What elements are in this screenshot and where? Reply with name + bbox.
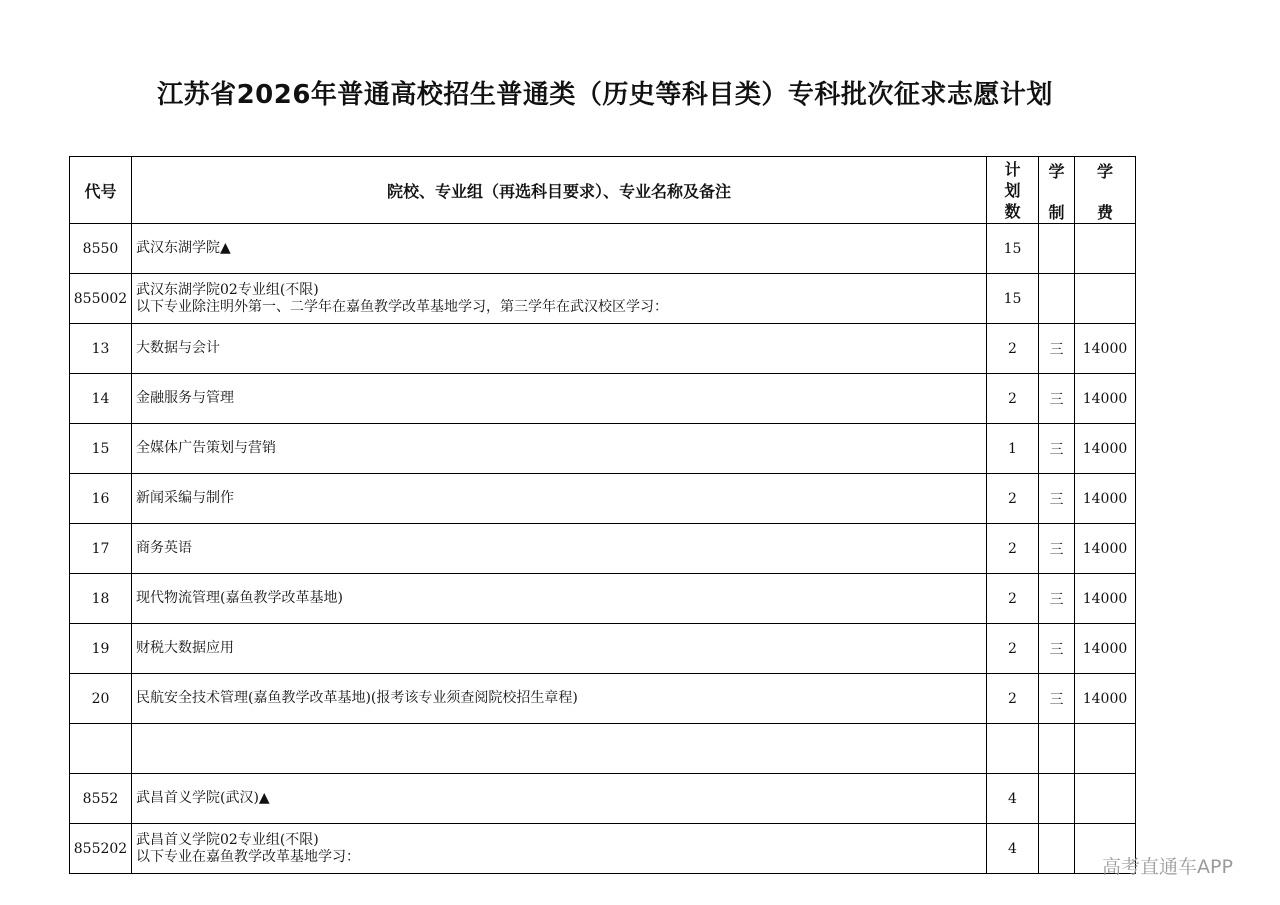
header-plan-char: 数 <box>1004 201 1021 221</box>
header-plan-char: 划 <box>1004 180 1021 200</box>
header-years <box>1039 157 1075 224</box>
row-plan: 2 <box>987 624 1039 674</box>
row-plan: 2 <box>987 324 1039 374</box>
row-note: 以下专业除注明外第一、二学年在嘉鱼教学改革基地学习，第三学年在武汉校区学习： <box>136 298 668 315</box>
row-fee: 14000 <box>1075 374 1136 424</box>
table-row <box>70 324 1136 374</box>
row-name-cell <box>132 474 987 524</box>
row-code: 18 <box>70 574 132 624</box>
row-code: 16 <box>70 474 132 524</box>
row-name-cell <box>132 424 987 474</box>
row-fee <box>1075 224 1136 274</box>
row-name-cell <box>132 774 987 824</box>
enrollment-plan-table <box>69 156 1136 874</box>
row-plan: 15 <box>987 224 1039 274</box>
row-name: 大数据与会计 <box>136 340 220 356</box>
table-row <box>70 474 1136 524</box>
header-plan <box>987 157 1039 224</box>
row-name: 全媒体广告策划与营销 <box>136 440 276 456</box>
row-years: 三 <box>1039 574 1075 624</box>
table-row <box>70 274 1136 324</box>
table-row <box>70 574 1136 624</box>
row-code: 17 <box>70 524 132 574</box>
row-name-cell <box>132 824 987 874</box>
row-name-cell <box>132 674 987 724</box>
row-plan: 2 <box>987 524 1039 574</box>
row-name: 武昌首义学院(武汉)▲ <box>136 790 270 806</box>
row-name: 武汉东湖学院▲ <box>136 240 231 256</box>
row-plan: 2 <box>987 374 1039 424</box>
row-years: 三 <box>1039 324 1075 374</box>
row-name: 新闻采编与制作 <box>136 490 234 506</box>
header-years-char: 学 <box>1048 162 1065 181</box>
table-row <box>70 824 1136 874</box>
row-name-cell <box>132 624 987 674</box>
row-plan: 4 <box>987 774 1039 824</box>
table-row <box>70 374 1136 424</box>
row-name-cell <box>132 724 987 774</box>
row-code: 13 <box>70 324 132 374</box>
header-name: 院校、专业组（再选科目要求）、专业名称及备注 <box>132 157 987 224</box>
row-years <box>1039 724 1075 774</box>
row-years <box>1039 224 1075 274</box>
row-name: 民航安全技术管理(嘉鱼教学改革基地)(报考该专业须查阅院校招生章程) <box>136 690 578 706</box>
row-plan: 2 <box>987 474 1039 524</box>
table-row <box>70 774 1136 824</box>
table-row <box>70 674 1136 724</box>
row-code: 14 <box>70 374 132 424</box>
table-row <box>70 424 1136 474</box>
row-fee <box>1075 274 1136 324</box>
row-years: 三 <box>1039 674 1075 724</box>
row-fee: 14000 <box>1075 624 1136 674</box>
row-years <box>1039 824 1075 874</box>
header-years-char: 制 <box>1048 203 1065 222</box>
row-years: 三 <box>1039 474 1075 524</box>
row-fee <box>1075 724 1136 774</box>
header-fee-char: 费 <box>1096 203 1113 222</box>
row-fee: 14000 <box>1075 324 1136 374</box>
row-years <box>1039 774 1075 824</box>
header-fee <box>1075 157 1136 224</box>
row-plan: 2 <box>987 674 1039 724</box>
row-years: 三 <box>1039 524 1075 574</box>
table-row <box>70 524 1136 574</box>
row-fee: 14000 <box>1075 674 1136 724</box>
header-plan-char: 计 <box>1004 159 1021 179</box>
table-row <box>70 724 1136 774</box>
row-fee: 14000 <box>1075 474 1136 524</box>
row-fee: 14000 <box>1075 524 1136 574</box>
row-plan: 4 <box>987 824 1039 874</box>
row-code: 20 <box>70 674 132 724</box>
row-name: 金融服务与管理 <box>136 390 234 406</box>
row-name-cell <box>132 524 987 574</box>
row-fee: 14000 <box>1075 424 1136 474</box>
row-code: 855202 <box>70 824 132 874</box>
row-name-cell <box>132 224 987 274</box>
watermark: 高考直通车APP <box>1102 856 1233 878</box>
table-header-row <box>70 157 1136 224</box>
row-code: 8552 <box>70 774 132 824</box>
row-code <box>70 724 132 774</box>
row-years <box>1039 274 1075 324</box>
row-name-cell <box>132 574 987 624</box>
row-name-cell <box>132 324 987 374</box>
row-code: 855002 <box>70 274 132 324</box>
row-code: 8550 <box>70 224 132 274</box>
row-plan: 15 <box>987 274 1039 324</box>
header-code: 代号 <box>70 157 132 224</box>
row-name: 商务英语 <box>136 540 192 556</box>
row-name-cell <box>132 374 987 424</box>
row-fee: 14000 <box>1075 574 1136 624</box>
table-row <box>70 624 1136 674</box>
row-name: 财税大数据应用 <box>136 640 234 656</box>
row-name-cell <box>132 274 987 324</box>
row-code: 19 <box>70 624 132 674</box>
row-name: 武汉东湖学院02专业组(不限) <box>136 281 319 298</box>
row-years: 三 <box>1039 424 1075 474</box>
header-fee-char: 学 <box>1096 162 1113 181</box>
page-title: 江苏省2026年普通高校招生普通类（历史等科目类）专科批次征求志愿计划 <box>157 80 1053 110</box>
table-row <box>70 224 1136 274</box>
row-name: 现代物流管理(嘉鱼教学改革基地) <box>136 590 343 606</box>
row-name: 武昌首义学院02专业组(不限) <box>136 831 319 848</box>
row-years: 三 <box>1039 624 1075 674</box>
row-plan <box>987 724 1039 774</box>
row-note: 以下专业在嘉鱼教学改革基地学习： <box>136 848 360 865</box>
row-plan: 2 <box>987 574 1039 624</box>
row-plan: 1 <box>987 424 1039 474</box>
row-fee <box>1075 774 1136 824</box>
row-years: 三 <box>1039 374 1075 424</box>
row-code: 15 <box>70 424 132 474</box>
